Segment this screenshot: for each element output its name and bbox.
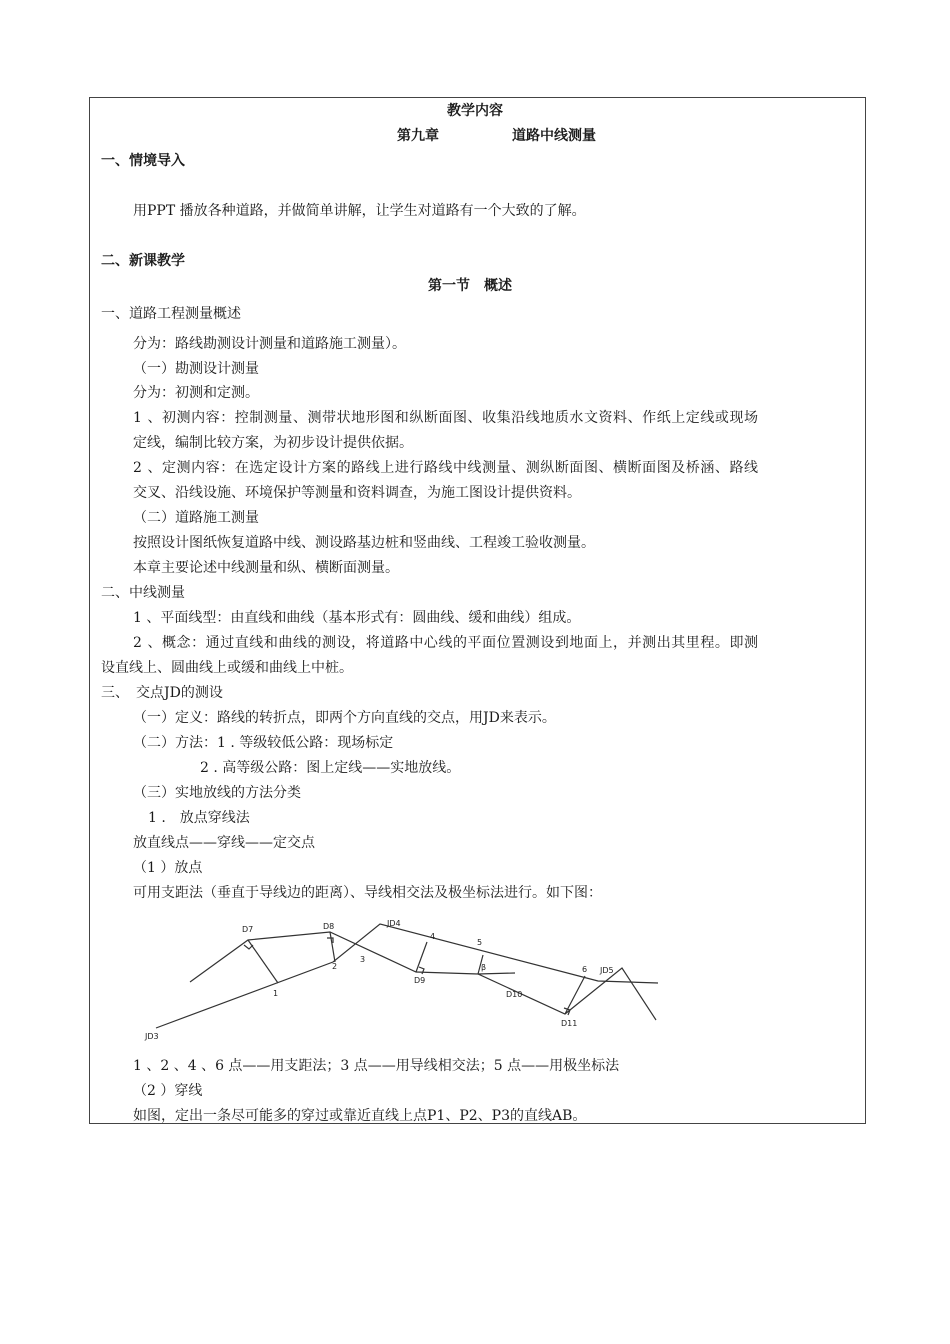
text-line: 2 、概念：通过直线和曲线的测设，将道路中心线的平面位置测设到地面上，并测出其里程。即测 (133, 635, 759, 651)
text-line: 交叉、沿线设施、环境保护等测量和资料调查，为施工图设计提供资料。 (133, 485, 581, 501)
text-line: 定线，编制比较方案，为初步设计提供依据。 (133, 435, 413, 451)
text-line: 设直线上、圆曲线上或缓和曲线上中桩。 (101, 660, 353, 676)
traverse-diagram (130, 910, 670, 1045)
text-line: 放直线点——穿线——定交点 (133, 835, 315, 851)
subheading-construction-survey: （二）道路施工测量 (133, 510, 259, 526)
point-5-label: 5 (477, 938, 483, 947)
text-line: 2 、定测内容：在选定设计方案的路线上进行路线中线测量、测纵断面图、横断面图及桥涵、路线 (133, 460, 759, 476)
point-1-label: 1 (273, 989, 279, 998)
figure-labels (144, 919, 614, 1041)
jd3-label: JD3 (145, 1032, 159, 1041)
point-2-label: 2 (332, 962, 338, 971)
text-line: 如图，定出一条尽可能多的穿过或靠近直线上点P1、P2、P3的直线AB。 (133, 1108, 587, 1124)
heading-jd-setting: 三、 交点JD的测设 (101, 685, 223, 701)
text-line: （三）实地放线的方法分类 (133, 785, 301, 801)
chapter-number: 第九章 (397, 128, 439, 144)
lesson-title: 第一节 概述 (428, 278, 512, 294)
jd5-label: JD5 (600, 966, 614, 975)
heading-road-survey-overview: 一、道路工程测量概述 (101, 306, 241, 322)
traverse-lines (156, 924, 658, 1028)
text-line: 分为：路线勘测设计测量和道路施工测量）。 (133, 336, 406, 352)
jd4-label: JD4 (387, 919, 401, 928)
d10-label: D10 (506, 990, 523, 999)
section-heading-intro: 一、情境导入 (101, 153, 185, 169)
text-line: （二）方法：1 . 等级较低公路：现场标定 (133, 735, 394, 751)
d8-label: D8 (323, 922, 335, 931)
text-line: 分为：初测和定测。 (133, 385, 259, 401)
intro-paragraph: 用PPT 播放各种道路，并做简单讲解，让学生对道路有一个大致的了解。 (133, 203, 586, 219)
heading-centerline-survey: 二、中线测量 (101, 585, 185, 601)
text-line: 2 . 高等级公路：图上定线——实地放线。 (200, 760, 461, 776)
text-line: 本章主要论述中线测量和纵、横断面测量。 (133, 560, 399, 576)
point-6-label: 6 (582, 965, 588, 974)
point-4-label: 4 (430, 932, 436, 941)
text-line: 1 、平面线型：由直线和曲线（基本形式有：圆曲线、缓和曲线）组成。 (133, 610, 581, 626)
subheading-survey-design: （一）勘测设计测量 (133, 361, 259, 377)
text-line: （2 ）穿线 (133, 1083, 203, 1099)
text-line: 1 、2 、4 、6 点——用支距法；3 点——用导线相交法；5 点——用极坐标法 (133, 1058, 620, 1074)
text-line: 按照设计图纸恢复道路中线、测设路基边桩和竖曲线、工程竣工验收测量。 (133, 535, 595, 551)
text-line: （1 ）放点 (133, 860, 203, 876)
text-line: 可用支距法（垂直于导线边的距离）、导线相交法及极坐标法进行。如下图： (133, 885, 602, 901)
point-3-label: 3 (360, 955, 366, 964)
chapter-title: 道路中线测量 (512, 128, 596, 144)
teaching-content-title: 教学内容 (447, 103, 503, 119)
d9-label: D9 (414, 976, 426, 985)
text-line: （一）定义：路线的转折点，即两个方向直线的交点，用JD来表示。 (133, 710, 556, 726)
d7-label: D7 (242, 925, 254, 934)
text-line: 1 . 放点穿线法 (148, 810, 250, 826)
beta-label: β (481, 963, 487, 972)
text-line: 1 、初测内容：控制测量、测带状地形图和纵断面图、收集沿线地质水文资料、作纸上定线或现场 (133, 410, 759, 426)
d11-label: D11 (561, 1019, 578, 1028)
section-heading-new-lesson: 二、新课教学 (101, 253, 185, 269)
